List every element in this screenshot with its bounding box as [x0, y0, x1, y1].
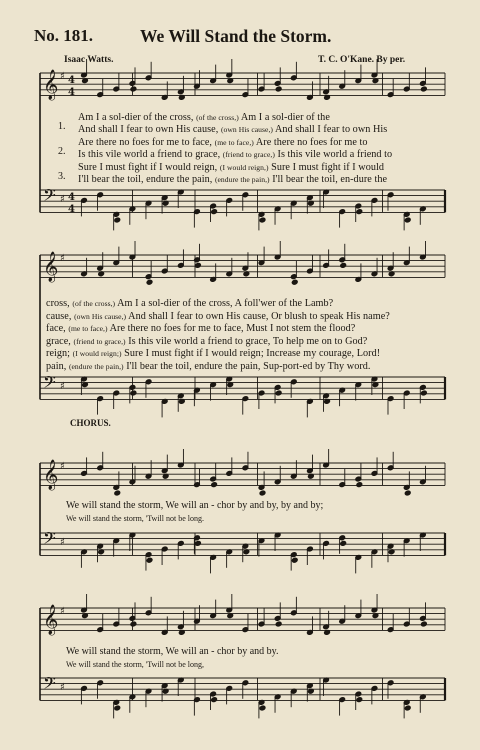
- svg-text:𝄞: 𝄞: [43, 252, 59, 282]
- svg-text:𝄢: 𝄢: [43, 372, 56, 396]
- svg-text:𝄞: 𝄞: [43, 70, 59, 100]
- chorus-lyric-line: We will stand the storm, We will an - chor by and by, by and by;: [66, 500, 324, 511]
- svg-text:4: 4: [68, 87, 75, 98]
- svg-text:𝄞: 𝄞: [43, 605, 59, 635]
- lyric-line: Sure I must fight if I would reign, (I would reign,) Sure I must fight if I would: [78, 162, 385, 173]
- lyric-line: grace, (friend to grace,) Is this vile world a friend to grace, To help me on to God?: [46, 336, 368, 347]
- verse-number: 2.: [58, 146, 66, 157]
- lyric-line: Am I a sol-dier of the cross, (of the cross,) Am I a sol-dier of the: [78, 112, 330, 123]
- svg-text:♯: ♯: [60, 71, 65, 82]
- lyric-line: cross, (of the cross,) Am I a sol-dier of the cross, A foll'wer of the Lamb?: [46, 298, 334, 309]
- author-credit: Isaac Watts.: [64, 55, 114, 65]
- lyric-line: And shall I fear to own His cause, (own His cause,) And shall I fear to own His: [78, 124, 388, 135]
- lyric-line: I'll bear the toil, endure the pain, (endure the pain,) I'll bear the toil, en-dure the: [78, 174, 388, 185]
- svg-text:4: 4: [68, 75, 75, 86]
- svg-text:4: 4: [68, 204, 75, 215]
- verse-number: 1.: [58, 121, 66, 132]
- svg-text:𝄞: 𝄞: [43, 460, 59, 490]
- lyric-line: Are there no foes for me to face, (me to face,) Are there no foes for me to: [78, 137, 368, 148]
- svg-text:𝄢: 𝄢: [43, 528, 56, 552]
- svg-text:♯: ♯: [60, 253, 65, 264]
- svg-text:♯: ♯: [60, 381, 65, 392]
- lyric-line: cause, (own His cause,) And shall I fear to own His cause, Or blush to speak His name?: [46, 311, 390, 322]
- svg-text:♯: ♯: [60, 682, 65, 693]
- hymn-number: No. 181.: [34, 26, 94, 45]
- hymn-title: We Will Stand the Storm.: [140, 26, 332, 46]
- lyric-line: face, (me to face,) Are there no foes for me to face, Must I not stem the flood?: [46, 323, 356, 334]
- svg-text:♯: ♯: [60, 194, 65, 205]
- lyric-line: reign; (I would reign;) Sure I must fight if I would reign; Increase my courage, Lord!: [46, 348, 381, 359]
- chorus-label: CHORUS.: [70, 418, 111, 428]
- svg-text:𝄢: 𝄢: [43, 673, 56, 697]
- composer-credit: T. C. O'Kane. By per.: [318, 55, 406, 65]
- svg-text:♯: ♯: [60, 537, 65, 548]
- lyric-line: Is this vile world a friend to grace, (friend to grace,) Is this vile world a friend to: [78, 149, 393, 160]
- chorus-lyric-line: We will stand the storm, We will an - chor by and by.: [66, 646, 279, 657]
- chorus-echo-line: We will stand the storm, 'Twill not be long.: [66, 514, 204, 523]
- chorus-echo-line: We will stand the storm, 'Twill not be long,: [66, 660, 204, 669]
- svg-text:4: 4: [68, 192, 75, 203]
- svg-text:𝄢: 𝄢: [43, 185, 56, 209]
- verse-number: 3.: [58, 171, 66, 182]
- svg-text:♯: ♯: [60, 461, 65, 472]
- svg-text:♯: ♯: [60, 606, 65, 617]
- lyric-line: pain, (endure the pain,) I'll bear the toil, endure the pain, Sup-port-ed by Thy word.: [46, 361, 371, 372]
